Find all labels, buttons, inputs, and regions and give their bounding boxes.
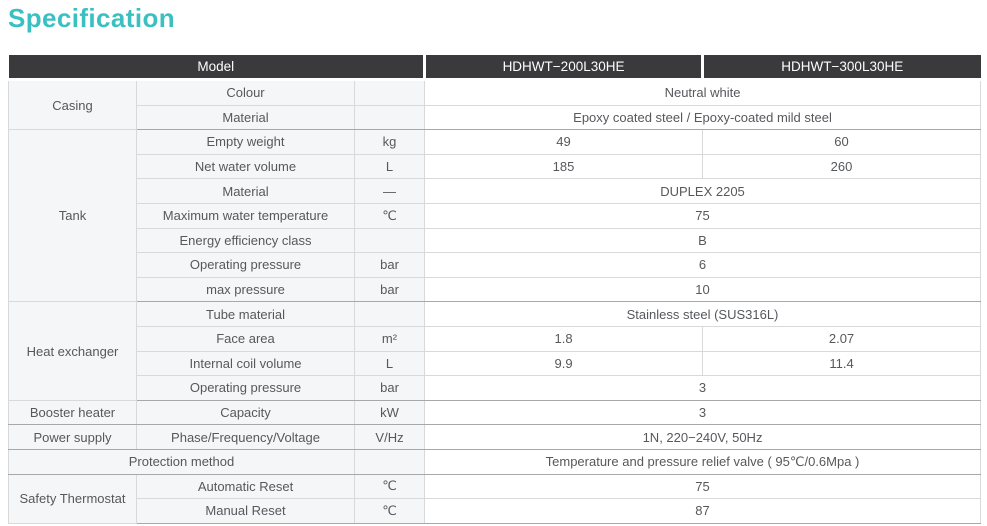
category-cell: Tank [9, 130, 137, 302]
value-cell: 75 [425, 474, 981, 499]
header-row [9, 55, 981, 80]
table-row [9, 105, 981, 130]
property-cell: Empty weight [137, 130, 355, 155]
property-cell: max pressure [137, 277, 355, 302]
unit-cell [355, 80, 425, 106]
value-cell: 3 [425, 376, 981, 401]
value-cell: Stainless steel (SUS316L) [425, 302, 981, 327]
category-cell: Power supply [9, 425, 137, 450]
property-cell: Manual Reset [137, 499, 355, 524]
unit-cell: m² [355, 326, 425, 351]
page-title: Specification [8, 3, 176, 33]
header-model-1: HDHWT−200L30HE [425, 55, 703, 80]
table-row [9, 203, 981, 228]
unit-cell: V/Hz [355, 425, 425, 450]
category-cell: Casing [9, 80, 137, 130]
property-cell: Material [137, 105, 355, 130]
unit-cell: kW [355, 400, 425, 425]
unit-cell [355, 449, 425, 474]
unit-cell: L [355, 154, 425, 179]
table-header [9, 55, 981, 80]
spec-table-body [9, 80, 981, 524]
value-cell: 1N, 220−240V, 50Hz [425, 425, 981, 450]
table-row [9, 499, 981, 524]
value-cell: 185 [425, 154, 703, 179]
value-cell: 260 [703, 154, 981, 179]
value-cell: 6 [425, 253, 981, 278]
header-model-2: HDHWT−300L30HE [703, 55, 981, 80]
property-cell: Tube material [137, 302, 355, 327]
value-cell: 10 [425, 277, 981, 302]
unit-cell: bar [355, 253, 425, 278]
value-cell: 75 [425, 203, 981, 228]
specification-table [8, 55, 981, 524]
unit-cell: bar [355, 277, 425, 302]
table-row [9, 80, 981, 106]
value-cell: 11.4 [703, 351, 981, 376]
value-cell: 9.9 [425, 351, 703, 376]
category-cell: Heat exchanger [9, 302, 137, 400]
property-cell: Net water volume [137, 154, 355, 179]
value-cell: DUPLEX 2205 [425, 179, 981, 204]
table-row [9, 376, 981, 401]
property-cell: Maximum water temperature [137, 203, 355, 228]
merged-label-cell: Protection method [9, 449, 355, 474]
property-cell: Energy efficiency class [137, 228, 355, 253]
table-row [9, 253, 981, 278]
category-cell: Safety Thermostat [9, 474, 137, 523]
property-cell: Face area [137, 326, 355, 351]
unit-cell [355, 105, 425, 130]
table-row [9, 449, 981, 474]
category-cell: Booster heater [9, 400, 137, 425]
value-cell: 49 [425, 130, 703, 155]
header-model-label: Model [9, 55, 425, 80]
unit-cell: kg [355, 130, 425, 155]
property-cell: Operating pressure [137, 253, 355, 278]
table-row [9, 400, 981, 425]
value-cell: 3 [425, 400, 981, 425]
unit-cell: ℃ [355, 474, 425, 499]
table-row [9, 130, 981, 155]
value-cell: Temperature and pressure relief valve ( 95℃/0.6Mpa ) [425, 449, 981, 474]
table-row [9, 425, 981, 450]
value-cell: 1.8 [425, 326, 703, 351]
property-cell: Capacity [137, 400, 355, 425]
value-cell: 2.07 [703, 326, 981, 351]
value-cell: Neutral white [425, 80, 981, 106]
value-cell: Epoxy coated steel / Epoxy-coated mild steel [425, 105, 981, 130]
unit-cell [355, 302, 425, 327]
unit-cell: ℃ [355, 203, 425, 228]
unit-cell: — [355, 179, 425, 204]
table-row [9, 326, 981, 351]
unit-cell [355, 228, 425, 253]
table-row [9, 351, 981, 376]
unit-cell: bar [355, 376, 425, 401]
unit-cell: ℃ [355, 499, 425, 524]
property-cell: Colour [137, 80, 355, 106]
value-cell: 87 [425, 499, 981, 524]
table-row [9, 302, 981, 327]
table-row [9, 154, 981, 179]
property-cell: Material [137, 179, 355, 204]
property-cell: Internal coil volume [137, 351, 355, 376]
value-cell: B [425, 228, 981, 253]
table-row [9, 474, 981, 499]
property-cell: Operating pressure [137, 376, 355, 401]
property-cell: Phase/Frequency/Voltage [137, 425, 355, 450]
value-cell: 60 [703, 130, 981, 155]
property-cell: Automatic Reset [137, 474, 355, 499]
table-row [9, 277, 981, 302]
table-row [9, 228, 981, 253]
table-row [9, 179, 981, 204]
unit-cell: L [355, 351, 425, 376]
